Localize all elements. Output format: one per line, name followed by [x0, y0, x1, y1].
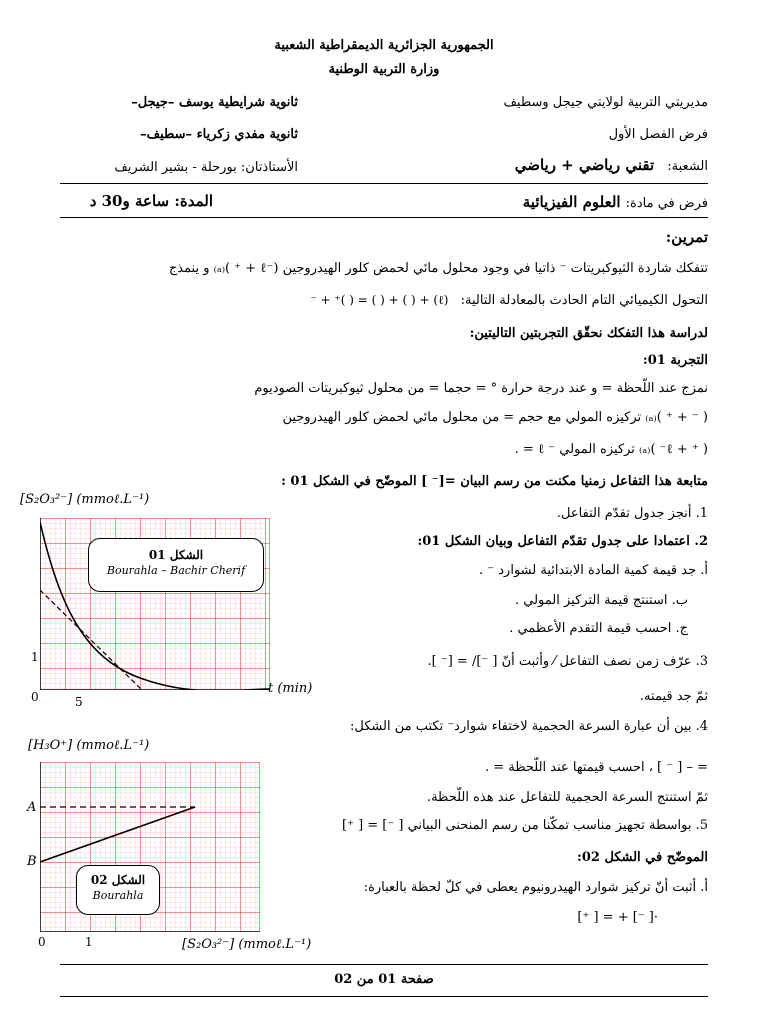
question-4b: = – [ ⁻ ] ، احسب قيمتها عند اللّحظة = . — [484, 760, 708, 775]
fig1-tick-x: 5 — [75, 695, 83, 709]
fig2-y-label: [H₃O⁺] (mmoℓ.L⁻¹) — [28, 738, 150, 753]
directorate: مديريتي التربية لولايتي جيجل وسطيف — [503, 95, 708, 110]
header-divider — [60, 183, 708, 184]
experiment-1-line-a: نمزج عند اللّحظة = و عند درجة حرارة ° = حجما = من محلول ثيوكبريتات الصوديوم — [254, 381, 708, 396]
fig1-caption-title: الشكل 01 — [148, 548, 204, 562]
experiment-1-line-c: ( ⁺ + ℓ⁻ )₍ₐ₎ تركيزه المولي ⁻ ℓ = . — [514, 442, 708, 457]
branch — [515, 155, 708, 174]
exercise-line-3: لدراسة هذا التفكك نحقّق التجربتين التاليتين: — [469, 326, 708, 341]
branch-label: الشعبة: — [667, 159, 708, 174]
question-2a: أ. جد قيمة كمية المادة الابتدائية لشوارد ⁻ . — [479, 563, 708, 578]
fig1-tick-y: 1 — [31, 650, 39, 664]
fig2-x-label: [S₂O₃²⁻] (mmoℓ.L⁻¹) — [182, 937, 312, 952]
subject-value: العلوم الفيزيائية — [522, 193, 621, 211]
fig2-tick-x: 1 — [85, 935, 93, 949]
question-5a-equation: ·[ ⁻] + = [ ⁺] — [577, 910, 658, 925]
question-3: 3. عرّف زمن نصف التفاعل ⁄ وأثبت أنّ [ ⁻]/ = [⁻ ]. — [427, 654, 708, 669]
experiment-1-title: التجربة 01: — [642, 353, 708, 368]
fig2-label-A: A — [27, 800, 37, 815]
duration: المدة: ساعة و30 د — [89, 192, 213, 210]
exam-name: فرض الفصل الأول — [608, 127, 708, 142]
question-1: 1. أنجز جدول تقدّم التفاعل. — [556, 506, 708, 521]
ministry-title: وزارة التربية الوطنية — [328, 62, 440, 77]
footer-divider-top — [60, 964, 708, 965]
fig1-caption-sub: Bourahla – Bachir Cherif — [106, 564, 246, 577]
fig1-x-label: t (min) — [268, 681, 313, 696]
fig1-origin: 0 — [31, 690, 39, 704]
equation-line — [310, 293, 708, 308]
fig2-label-B: B — [27, 854, 37, 869]
question-5b: الموضّح في الشكل 02: — [577, 850, 708, 865]
republic-title: الجمهورية الجزائرية الديمقراطية الشعبية — [274, 38, 494, 53]
equation-prefix: التحول الكيميائي التام الحادث بالمعادلة التالية: — [460, 293, 708, 308]
question-4c: ثمّ استنتج السرعة الحجمية للتفاعل عند هذه اللّحظة. — [426, 790, 708, 805]
equation-body: (ℓ) + ( ) + ( ) = ( )⁺ + ⁻ — [310, 293, 449, 307]
question-3b: ثمّ جد قيمته. — [639, 689, 708, 704]
school-2: ثانوية مفدي زكرياء –سطيف– — [140, 127, 298, 142]
question-2: 2. اعتمادا على جدول تقدّم التفاعل وبيان الشكل 01: — [417, 534, 708, 549]
school-1: ثانوية شرايطية يوسف –جيجل– — [131, 95, 298, 110]
branch-value: تقني رياضي + رياضي — [514, 156, 655, 174]
question-2c: ج. احسب قيمة التقدم الأعظمي . — [509, 621, 688, 636]
exercise-line-1: تتفكك شاردة الثيوكبريتات ⁻ ذاتيا في وجود محلول مائي لحمض كلور الهيدروجين (⁻ℓ + ⁺ )₍ₐ₎ و ينمذج — [168, 261, 708, 276]
question-5: 5. بواسطة تجهيز مناسب تمكّنا من رسم المنحنى البياني [ ⁻] = [ ⁺] — [342, 818, 708, 833]
subject — [523, 192, 708, 211]
fig2-caption-sub: Bourahla — [92, 889, 144, 902]
exercise-title: تمرين: — [665, 228, 708, 246]
experiment-1-line-b: ( ⁻ + ⁺ )₍ₐ₎ تركيزه المولي مع حجم = من محلول مائي لحمض كلور الهيدروجين — [282, 410, 708, 425]
footer-divider-bottom — [60, 996, 708, 997]
fig1-y-label: [S₂O₃²⁻] (mmoℓ.L⁻¹) — [20, 492, 150, 507]
page-number: صفحة 01 من 02 — [334, 972, 434, 987]
fig2-origin: 0 — [38, 935, 46, 949]
question-4: 4. بين أن عبارة السرعة الحجمية لاختفاء شوارد⁻ تكتب من الشكل: — [350, 719, 708, 734]
subject-label: فرض في مادة: — [625, 196, 708, 211]
fig2-caption-title: الشكل 02 — [90, 873, 146, 887]
teachers: الأستاذتان: بورحلة - بشير الشريف — [114, 160, 298, 175]
fig1-caption — [88, 538, 264, 592]
question-5a: أ. أثبت أنّ تركيز شوارد الهيدرونيوم يعطى في كلّ لحظة بالعبارة: — [363, 880, 708, 895]
fig2-caption — [76, 865, 160, 915]
follow-up-line: متابعة هذا التفاعل زمنيا مكنت من رسم البيان =[⁻ ] الموضّح في الشكل 01 : — [281, 474, 708, 489]
question-2b: ب. استنتج قيمة التركيز المولي . — [514, 593, 688, 608]
subject-divider — [60, 217, 708, 218]
